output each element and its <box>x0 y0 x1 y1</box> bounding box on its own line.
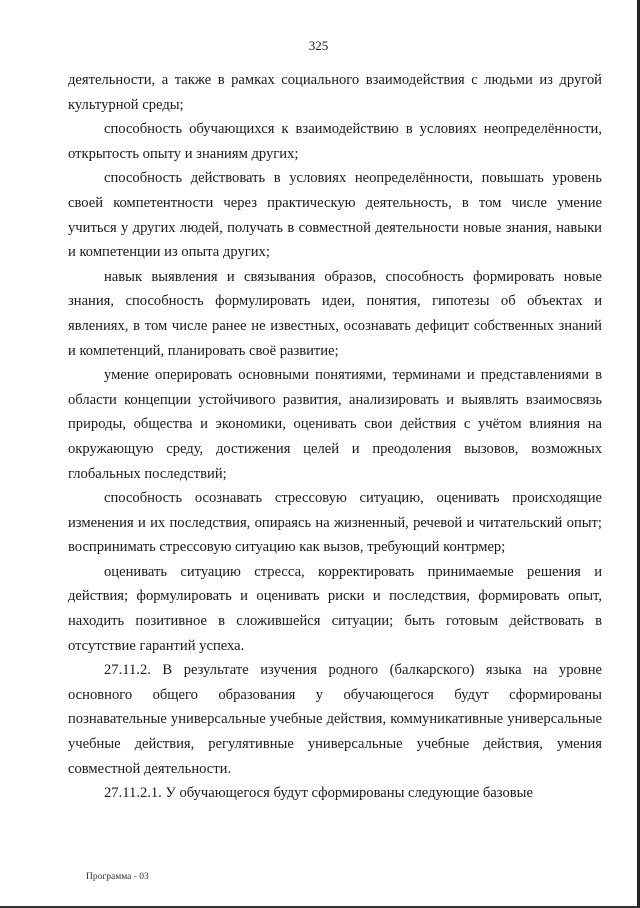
footer-label: Программа - 03 <box>86 872 149 882</box>
paragraph-2: способность обучающихся к взаимодействию в условиях неопределённости, открытость опыту и знаниям других; <box>68 121 602 162</box>
paragraph-4: навык выявления и связывания образов, способность формировать новые знания, способность формулировать идеи, понятия, гипотезы об объектах и явлениях, в том числе ранее не известных, осознавать дефицит собственных знаний и компетенций, планировать своё развитие; <box>68 268 602 359</box>
paragraph-7: оценивать ситуацию стресса, корректировать принимаемые решения и действия; формулировать и оценивать риски и последствия, формировать опыт, находить позитивное в сложившейся ситуации; быть готовым действовать в отсутствие гарантий успеха. <box>68 563 602 654</box>
paragraph-6: способность осознавать стрессовую ситуацию, оценивать происходящие изменения и их последствия, опираясь на жизненный, речевой и читательский опыт; воспринимать стрессовую ситуацию как вызов, требующий контрмер; <box>68 490 602 556</box>
paragraph-1: деятельности, а также в рамках социального взаимодействия с людьми из другой культурной среды; <box>68 72 602 113</box>
body-text <box>68 68 602 806</box>
page-number: 325 <box>308 38 329 53</box>
section-27-11-2: 27.11.2. В результате изучения родного (балкарского) языка на уровне основного общего образования у обучающегося будут сформированы познавательные универсальные учебные действия, коммуникативные универсальные учебные действия, регулятивные универсальные учебные действия, умения совместной деятельности. <box>68 662 602 777</box>
paragraph-5: умение оперировать основными понятиями, терминами и представлениями в области концепции устойчивого развития, анализировать и выявлять взаимосвязь природы, общества и экономики, оценивать свои действия с учётом влияния на окружающую среду, достижения целей и преодоления вызовов, возможных глобальных последствий; <box>68 367 602 482</box>
paragraph-3: способность действовать в условиях неопределённости, повышать уровень своей компетентности через практическую деятельность, в том числе умение учиться у других людей, получать в совместной деятельности новые знания, навыки и компетенции из опыта других; <box>68 170 602 261</box>
section-27-11-2-1: 27.11.2.1. У обучающегося будут сформированы следующие базовые <box>104 785 533 802</box>
